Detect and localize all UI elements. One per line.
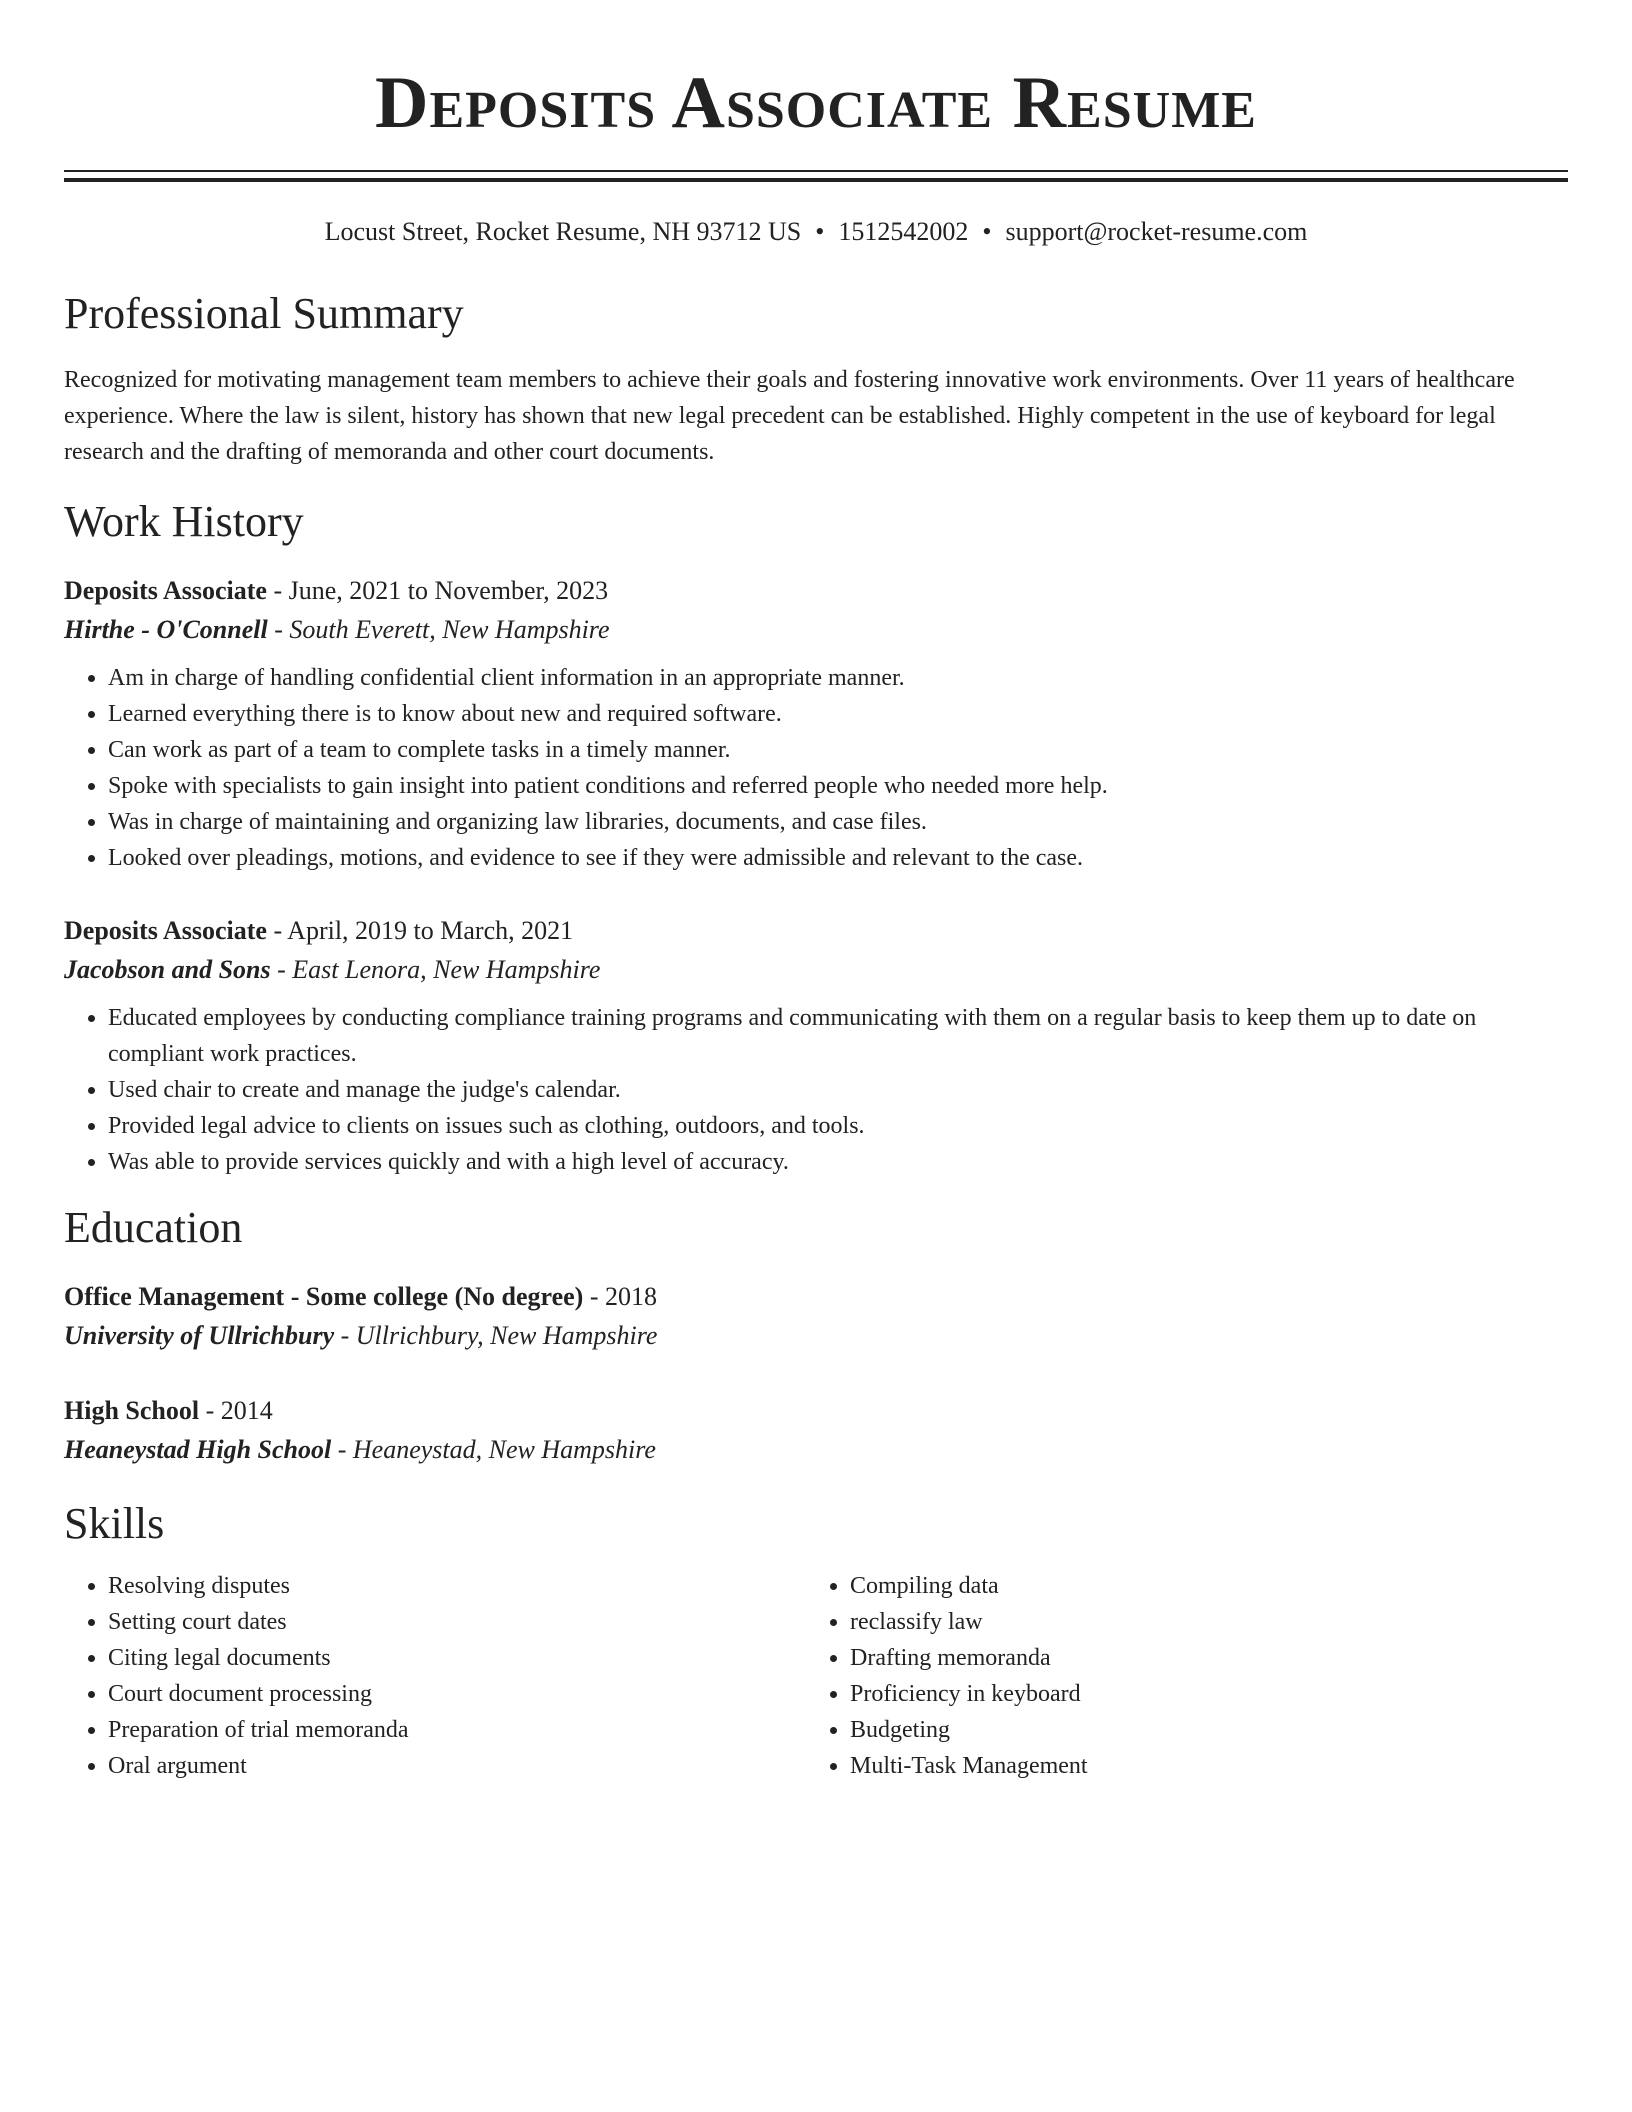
skill-item: • Setting court dates	[108, 1604, 806, 1640]
job-company: Hirthe - O'Connell	[64, 615, 268, 644]
skill-item: • Proficiency in keyboard	[850, 1676, 1548, 1712]
education-school-line	[64, 1316, 1568, 1356]
contact-email: support@rocket-resume.com	[1005, 217, 1308, 246]
job-location: - South Everett, New Hampshire	[267, 615, 610, 644]
job-entry	[64, 912, 1568, 1180]
job-company-line	[64, 610, 1568, 650]
job-dates: - April, 2019 to March, 2021	[266, 916, 574, 945]
education-section	[64, 1202, 1568, 1470]
summary-heading: Professional Summary	[64, 289, 464, 338]
education-entry	[64, 1392, 1568, 1470]
education-degree: High School	[64, 1396, 200, 1425]
work-history-heading: Work History	[64, 497, 304, 546]
job-duty: • Educated employees by conducting compliance training programs and communicating with them on a regular basis to keep them up to date on compliant work practices.	[108, 1000, 1568, 1072]
education-location: - Ullrichbury, New Hampshire	[334, 1321, 658, 1350]
job-duty: • Am in charge of handling confidential client information in an appropriate manner.	[108, 660, 1568, 696]
skill-item: • Budgeting	[850, 1712, 1548, 1748]
job-entry	[64, 572, 1568, 876]
resume-title: Deposits Associate Resume	[375, 62, 1257, 144]
education-school: University of Ullrichbury	[64, 1321, 335, 1350]
job-title: Deposits Associate	[64, 576, 267, 605]
skills-heading: Skills	[64, 1499, 165, 1548]
summary-text: Recognized for motivating management team members to achieve their goals and fostering innovative work environments. Over 11 years of healthcare experience. Where the law is silent, history has shown that new legal precedent can be established. Highly competent in the use of keyboard for legal research and the drafting of memoranda and other court documents.	[64, 367, 1515, 465]
education-degree-line	[64, 1278, 1568, 1316]
job-duties-list	[64, 1000, 1568, 1180]
job-title-line	[64, 572, 1568, 610]
contact-phone: 1512542002	[838, 217, 969, 246]
job-duty: • Provided legal advice to clients on issues such as clothing, outdoors, and tools.	[108, 1108, 1568, 1144]
job-dates: - June, 2021 to November, 2023	[266, 576, 609, 605]
job-company: Jacobson and Sons	[64, 955, 271, 984]
job-duty: • Was able to provide services quickly and with a high level of accuracy.	[108, 1144, 1568, 1180]
education-heading: Education	[64, 1203, 243, 1252]
education-degree-line	[64, 1392, 1568, 1430]
job-location: - East Lenora, New Hampshire	[270, 955, 601, 984]
education-location: - Heaneystad, New Hampshire	[331, 1435, 656, 1464]
skill-item: • Preparation of trial memoranda	[108, 1712, 806, 1748]
contact-separator: •	[982, 217, 992, 246]
job-duty: • Was in charge of maintaining and organizing law libraries, documents, and case files.	[108, 804, 1568, 840]
skill-item: • Citing legal documents	[108, 1640, 806, 1676]
title-divider	[64, 170, 1568, 182]
job-title: Deposits Associate	[64, 916, 267, 945]
skills-section	[64, 1498, 1568, 1784]
job-title-line	[64, 912, 1568, 950]
contact-separator: •	[815, 217, 825, 246]
summary-section	[64, 288, 1568, 470]
skills-column-left	[64, 1568, 806, 1784]
skills-column-right	[806, 1568, 1548, 1784]
contact-line	[64, 216, 1568, 248]
skill-item: • Multi-Task Management	[850, 1748, 1548, 1784]
job-duty: • Can work as part of a team to complete tasks in a timely manner.	[108, 732, 1568, 768]
job-company-line	[64, 950, 1568, 990]
skill-item: • Compiling data	[850, 1568, 1548, 1604]
job-duty: • Looked over pleadings, motions, and evidence to see if they were admissible and relevant to the case.	[108, 840, 1568, 876]
skill-item: • Resolving disputes	[108, 1568, 806, 1604]
education-year: - 2014	[199, 1396, 273, 1425]
skill-item: • Court document processing	[108, 1676, 806, 1712]
job-duty: • Learned everything there is to know about new and required software.	[108, 696, 1568, 732]
skill-item: • Drafting memoranda	[850, 1640, 1548, 1676]
job-duty: • Used chair to create and manage the judge's calendar.	[108, 1072, 1568, 1108]
job-duty: • Spoke with specialists to gain insight into patient conditions and referred people who needed more help.	[108, 768, 1568, 804]
education-school-line	[64, 1430, 1568, 1470]
skill-item: • reclassify law	[850, 1604, 1548, 1640]
education-school: Heaneystad High School	[64, 1435, 332, 1464]
skills-grid	[64, 1568, 1568, 1784]
work-history-section	[64, 496, 1568, 1180]
education-degree: Office Management - Some college (No degree)	[64, 1282, 584, 1311]
skill-item: • Oral argument	[108, 1748, 806, 1784]
education-year: - 2018	[583, 1282, 657, 1311]
contact-address: Locust Street, Rocket Resume, NH 93712 US	[324, 217, 802, 246]
education-entry	[64, 1278, 1568, 1356]
job-duties-list	[64, 660, 1568, 876]
